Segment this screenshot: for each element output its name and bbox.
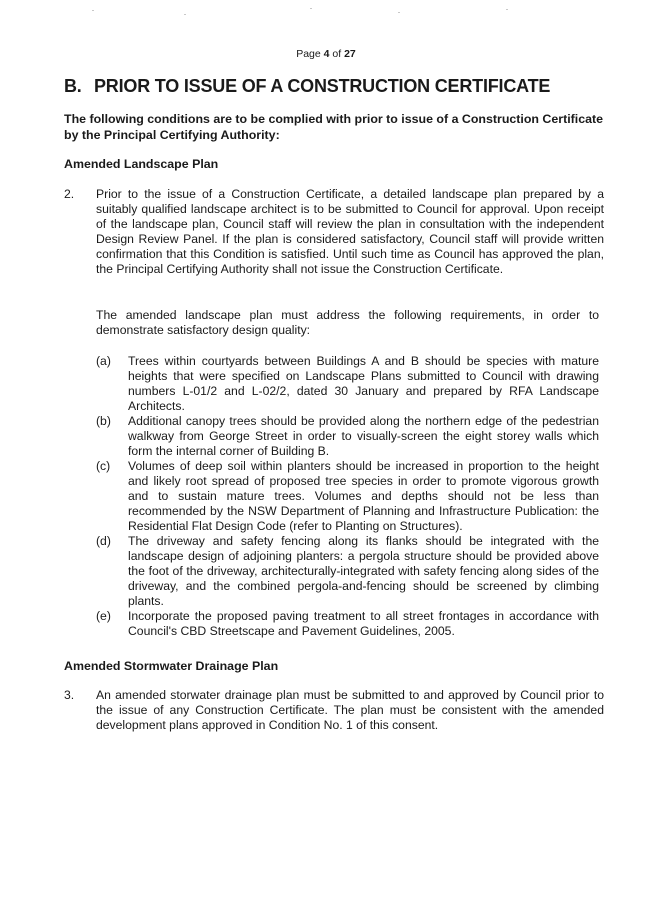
requirement-text: Volumes of deep soil within planters should be increased in proportion to the height and likely root spread of proposed tree species in order to promote vigorous growth and to sustain mature trees. Volumes and depths should not be less than recommended by the NSW Department of Planning and Infrastructure Publication: the Residential Flat Design Code (refer to Planting on Structures). bbox=[128, 459, 599, 533]
requirement-label: (e) bbox=[96, 609, 111, 623]
section-title bbox=[64, 76, 550, 97]
requirement-text: The driveway and safety fencing along its flanks should be integrated with the landscape design of adjoining planters: a pergola structure should be provided above the foot of the driveway, architecturally-integrated with safety fencing along sides of the driveway, and the combined pergola-and-fencing should be screened by climbing plants. bbox=[128, 534, 599, 608]
section-letter: B. bbox=[64, 76, 82, 96]
page-number-total: 27 bbox=[344, 48, 356, 60]
requirement-label: (a) bbox=[96, 354, 111, 368]
scan-speck bbox=[398, 12, 400, 13]
scan-speck bbox=[310, 8, 312, 9]
stormwater-heading: Amended Stormwater Drainage Plan bbox=[64, 659, 279, 673]
condition-number: 2. bbox=[64, 187, 75, 201]
landscape-requirements-intro: The amended landscape plan must address the following requirements, in order to demonstrate satisfactory design quality: bbox=[96, 308, 599, 337]
requirement-label: (d) bbox=[96, 534, 111, 548]
requirement-item bbox=[96, 534, 599, 609]
page-number-current: 4 bbox=[323, 48, 330, 60]
scan-speck bbox=[184, 14, 186, 15]
page-number bbox=[0, 48, 652, 60]
condition-number: 3. bbox=[64, 688, 75, 702]
scan-speck bbox=[506, 9, 508, 10]
scan-speck bbox=[92, 10, 94, 11]
requirements-list bbox=[96, 354, 599, 639]
requirement-item bbox=[96, 354, 599, 414]
landscape-heading: Amended Landscape Plan bbox=[64, 157, 219, 171]
requirement-item bbox=[96, 459, 599, 534]
requirement-text: Trees within courtyards between Buildings A and B should be species with mature heights that were specified on Landscape Plans submitted to Council with drawing numbers L-01/2 and L-02/2, dated 30 January and prepared by RFA Landscape Architects. bbox=[128, 354, 599, 413]
section-title-text: PRIOR TO ISSUE OF A CONSTRUCTION CERTIFICATE bbox=[94, 76, 551, 96]
requirement-text: Additional canopy trees should be provided along the northern edge of the pedestrian walkway from George Street in order to visually-screen the eight storey walls which form the internal corner of Building B. bbox=[128, 414, 599, 458]
page-number-middle: of bbox=[329, 48, 345, 60]
section-intro: The following conditions are to be complied with prior to issue of a Construction Certificate by the Principal Certifying Authority: bbox=[64, 112, 604, 142]
condition-2 bbox=[64, 187, 604, 277]
page-number-prefix: Page bbox=[296, 48, 324, 60]
requirement-label: (b) bbox=[96, 414, 111, 428]
condition-3 bbox=[64, 688, 604, 733]
condition-3-paragraph: An amended storwater drainage plan must be submitted to and approved by Council prior to the issue of any Construction Certificate. The plan must be consistent with the amended development plans approved in Condition No. 1 of this consent. bbox=[96, 688, 604, 732]
condition-2-paragraph: Prior to the issue of a Construction Certificate, a detailed landscape plan prepared by a suitably qualified landscape architect is to be submitted to Council for approval. Upon receipt of the landscape plan, Council staff will review the plan in consultation with the independent Design Review Panel. If the plan is considered satisfactory, Council staff will provide written confirmation that this Condition is satisfied. Until such time as Council has approved the plan, the Principal Certifying Authority shall not issue the Construction Certificate. bbox=[96, 187, 604, 276]
requirement-item bbox=[96, 609, 599, 639]
requirement-item bbox=[96, 414, 599, 459]
requirement-text: Incorporate the proposed paving treatment to all street frontages in accordance with Council's CBD Streetscape and Pavement Guidelines, 2005. bbox=[128, 609, 599, 638]
requirement-label: (c) bbox=[96, 459, 111, 473]
